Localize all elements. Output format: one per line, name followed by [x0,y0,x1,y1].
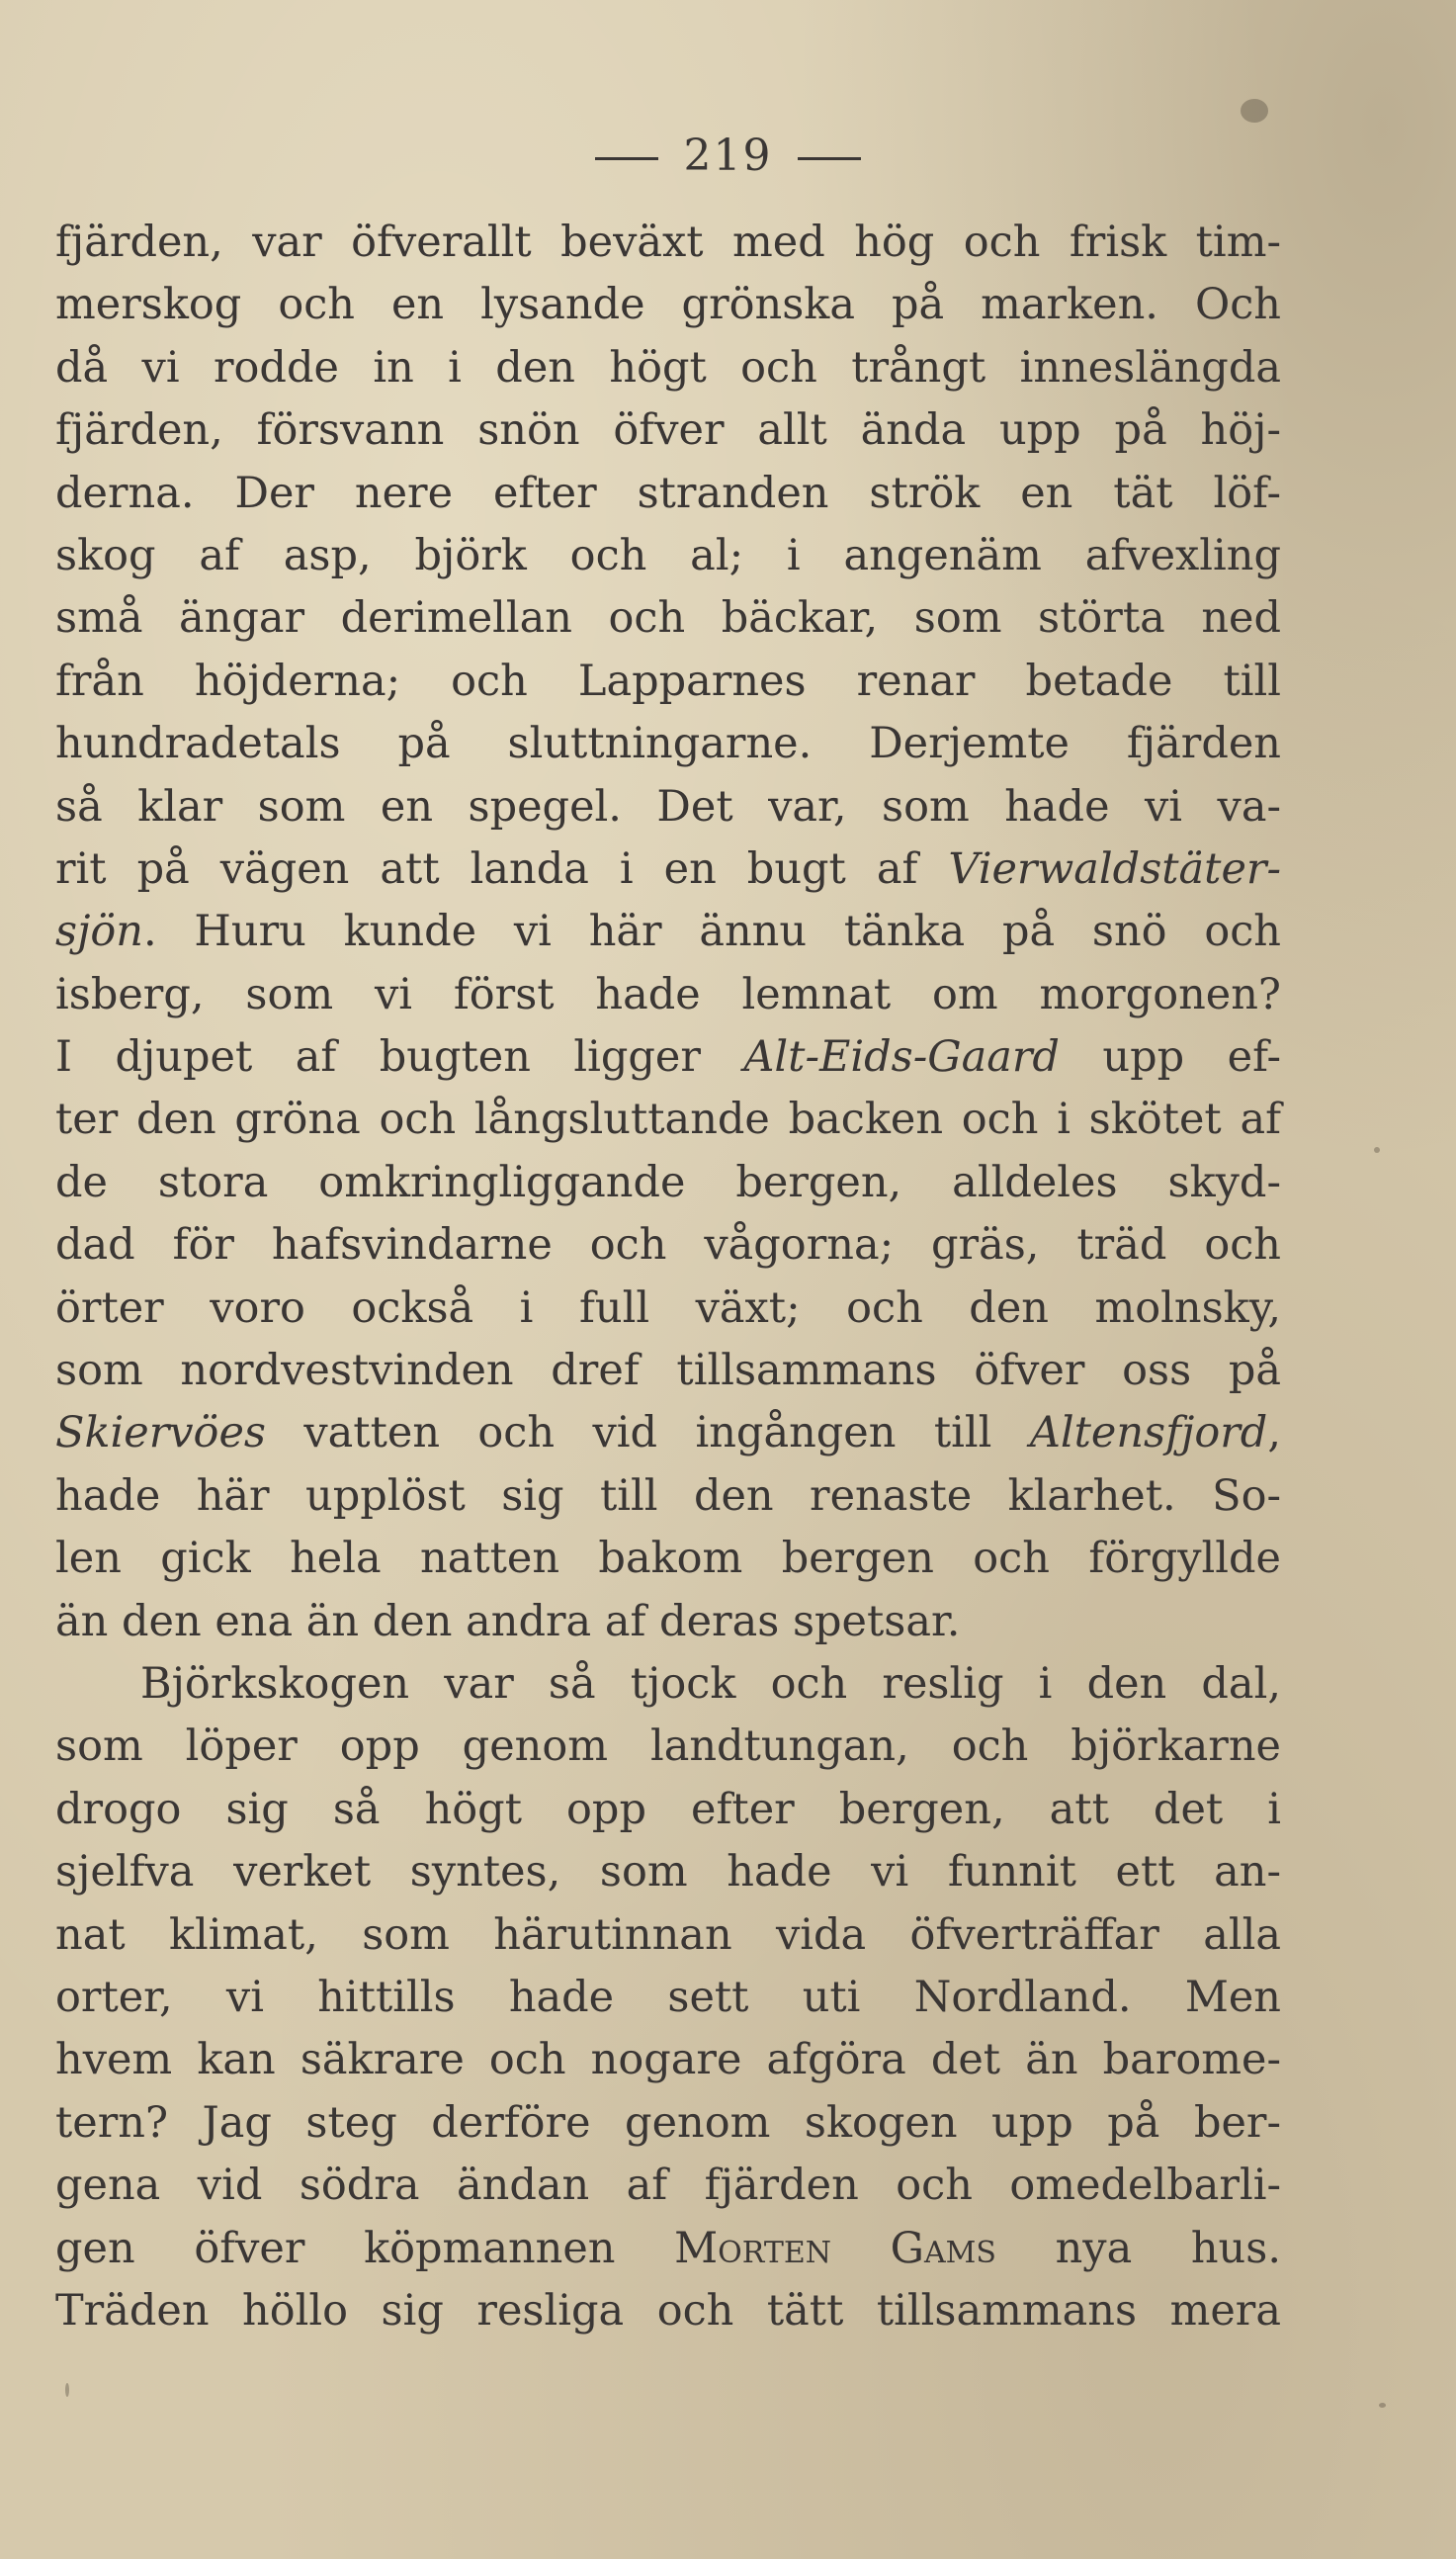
text-span: fjärden, försvann snön öfver allt ända upp på höj- [55,405,1281,456]
text-line [55,1904,1281,1967]
text-line [55,1402,1281,1464]
text-line [55,2155,1281,2217]
text-span: de stora omkringliggande bergen, alldeles skyd- [55,1157,1281,1207]
text-line [55,1779,1281,1841]
text-line [55,587,1281,650]
text-line [55,463,1281,525]
text-line [55,1967,1281,2029]
paper-stain [1241,99,1268,123]
text-line [55,901,1281,963]
text-span: isberg, som vi först hade lemnat om morgonen? [55,969,1281,1019]
text-line [55,1278,1281,1340]
text-span: Björkskogen var så tjock och reslig i den dal, [140,1658,1281,1709]
text-span: len gick hela natten bakom bergen och förgyllde [55,1534,1281,1584]
small-caps-name: Gams [890,2223,996,2273]
text-span [831,2224,891,2273]
page-number: 219 [683,131,773,181]
italic-place-name: Skiervöes [55,1408,266,1458]
text-span: än den ena än den andra af deras spetsar. [55,1596,961,1646]
text-span: I djupet af bugten ligger [55,1032,744,1083]
paper-stain [1379,2403,1386,2408]
text-line [55,1653,1281,1716]
text-line [55,399,1281,462]
text-span: rit på vägen att landa i en bugt af [55,843,949,894]
text-span: hade här upplöst sig till den renaste klarhet. So- [55,1470,1281,1521]
paper-stain [1374,1147,1380,1153]
text-line [55,525,1281,587]
text-line [55,1716,1281,1778]
text-line [55,2280,1281,2342]
paper-stain [65,2383,69,2397]
body-text [55,212,1281,2342]
text-line [55,2029,1281,2091]
text-span: som nordvestvinden dref tillsammans öfver oss på [55,1346,1281,1396]
text-line [55,964,1281,1026]
text-line [55,1528,1281,1590]
text-line [55,1841,1281,1903]
text-span: drogo sig så högt opp efter bergen, att det i [55,1784,1281,1834]
text-span: sjelfva verket syntes, som hade vi funnit ett an- [55,1847,1281,1897]
text-span: som löper opp genom landtungan, och björkarne [55,1721,1281,1772]
text-span: dad för hafsvindarne och vågorna; gräs, träd och [55,1220,1281,1271]
text-line [55,274,1281,336]
text-span: gena vid södra ändan af fjärden och omedelbarli- [55,2161,1281,2211]
italic-place-name: Vierwaldstäter- [948,843,1281,894]
header-dash-left [595,157,658,160]
text-span: då vi rodde in i den högt och trångt inneslängda [55,342,1281,393]
text-line [55,1591,1281,1653]
text-span: skog af asp, björk och al; i angenäm afvexling [55,530,1281,580]
text-line [55,1465,1281,1528]
page-header [0,131,1456,181]
text-span: merskog och en lysande grönska på marken. Och [55,280,1281,330]
text-line [55,1089,1281,1151]
text-span: tern? Jag steg derföre genom skogen upp på ber- [55,2097,1281,2148]
text-line [55,776,1281,838]
italic-place-name: Alt-Eids-Gaard [743,1032,1060,1083]
text-span: gen öfver köpmannen [55,2223,675,2273]
text-span: hvem kan säkrare och nogare afgöra det än barome- [55,2035,1281,2085]
text-line [55,2218,1281,2280]
text-line [55,337,1281,399]
text-line [55,2092,1281,2155]
text-line [55,1152,1281,1214]
text-line [55,1340,1281,1402]
italic-place-name: Altensfjord [1029,1408,1268,1458]
text-span: derna. Der nere efter stranden strök en tät löf- [55,468,1281,518]
text-span: . Huru kunde vi här ännu tänka på snö och [142,907,1281,957]
text-span: så klar som en spegel. Det var, som hade vi va- [55,781,1281,832]
text-span: Träden höllo sig resliga och tätt tillsammans mera [55,2285,1281,2336]
text-span: från höjderna; och Lapparnes renar betade till [55,656,1281,706]
text-span: orter, vi hittills hade sett uti Nordland. Men [55,1972,1281,2022]
text-span: fjärden, var öfverallt beväxt med hög och frisk tim- [55,218,1281,267]
text-span: , [1267,1408,1281,1458]
text-line [55,212,1281,274]
text-span: hundradetals på sluttningarne. Derjemte fjärden [55,719,1281,769]
text-line [55,838,1281,901]
text-line [55,651,1281,713]
text-span: små ängar derimellan och bäckar, som störta ned [55,593,1281,644]
text-line [55,1026,1281,1089]
text-line [55,1214,1281,1277]
text-span: ter den gröna och långsluttande backen och i skötet af [55,1095,1281,1145]
header-dash-right [798,157,861,160]
text-span: nat klimat, som härutinnan vida öfverträffar alla [55,1909,1281,1960]
italic-place-name: sjön [55,907,143,957]
text-span: örter voro också i full växt; och den molnsky, [55,1282,1281,1333]
small-caps-name: Morten [674,2223,831,2273]
text-span: upp ef- [1059,1032,1281,1083]
text-line [55,713,1281,775]
text-span: nya hus. [995,2223,1281,2273]
text-span: vatten och vid ingången till [265,1408,1030,1458]
